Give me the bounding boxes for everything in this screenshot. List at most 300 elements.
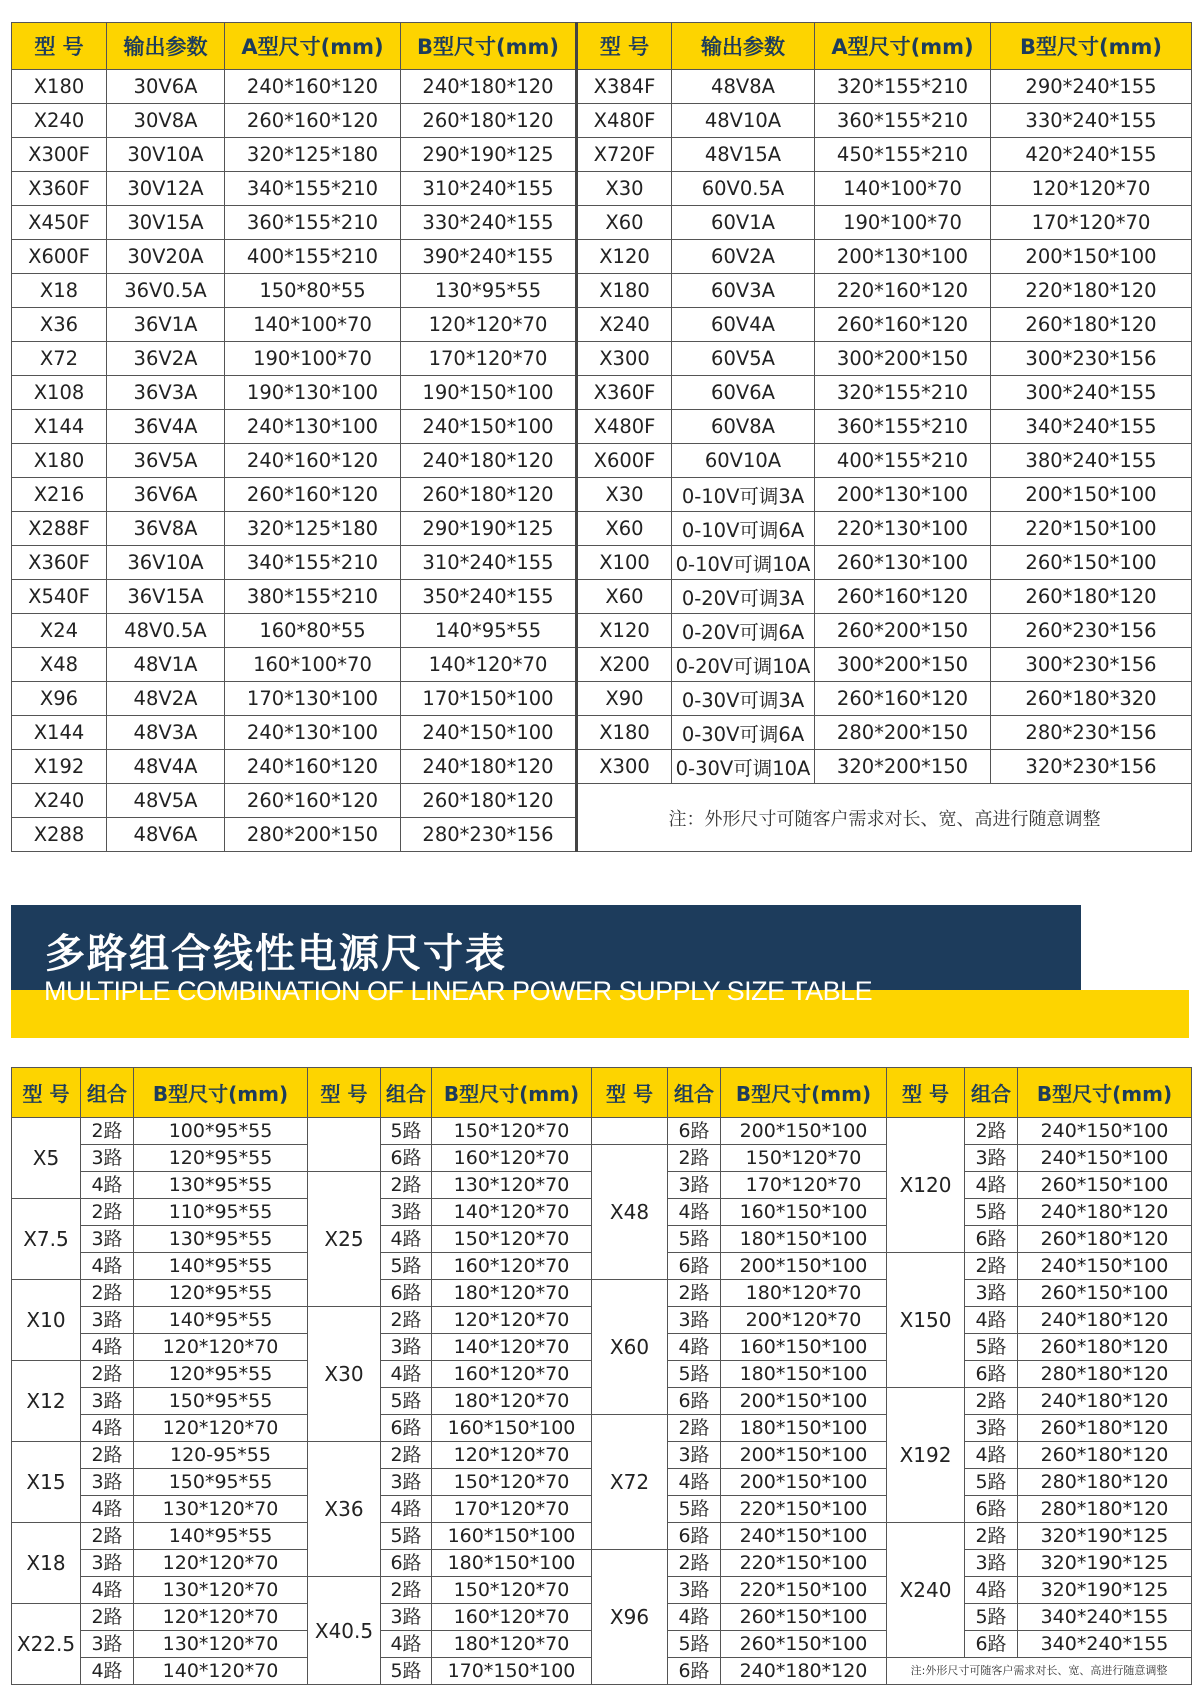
output-cell: 0-20V可调3A [672,580,815,614]
header-b-size: B型尺寸(mm) [134,1068,308,1118]
header-combination: 组合 [668,1068,721,1118]
table-row [12,716,1192,750]
b-size-cell: 170*120*70 [401,342,577,376]
a-size-cell: 320*125*180 [225,512,401,546]
model-cell: X288 [12,818,107,852]
combination-cell: 3路 [381,1334,432,1361]
b-size-cell: 120-95*55 [134,1442,308,1469]
model-cell: X300 [577,750,672,784]
model-cell: X18 [12,274,107,308]
b-size-cell: 340*240*155 [1018,1631,1192,1658]
a-size-cell: 260*160*120 [815,580,991,614]
combination-cell: 5路 [965,1334,1018,1361]
b-size-cell: 220*150*100 [721,1577,887,1604]
b-size-cell: 140*120*70 [401,648,577,682]
combination-cell: 3路 [81,1469,134,1496]
model-cell: X144 [12,410,107,444]
output-cell: 60V5A [672,342,815,376]
b-size-cell: 260*150*100 [1018,1172,1192,1199]
b-size-cell: 200*150*100 [721,1469,887,1496]
combination-cell: 2路 [81,1280,134,1307]
combination-cell: 3路 [668,1172,721,1199]
output-cell: 36V2A [107,342,225,376]
b-size-cell: 150*120*70 [432,1118,592,1145]
b-size-cell: 290*190*125 [401,138,577,172]
combination-cell: 4路 [81,1172,134,1199]
combination-cell: 3路 [81,1550,134,1577]
b-size-cell: 120*120*70 [432,1307,592,1334]
model-cell: X120 [577,614,672,648]
model-cell: X96 [592,1550,668,1685]
output-cell: 30V15A [107,206,225,240]
model-cell: X60 [577,512,672,546]
model-cell: X60 [577,580,672,614]
model-cell: X720F [577,138,672,172]
output-cell: 30V6A [107,70,225,104]
combination-cell: 4路 [381,1631,432,1658]
b-size-cell: 300*230*156 [991,342,1192,376]
b-size-cell: 200*120*70 [721,1307,887,1334]
b-size-cell: 240*150*100 [401,410,577,444]
a-size-cell: 260*200*150 [815,614,991,648]
header-b-size: B型尺寸(mm) [721,1068,887,1118]
a-size-cell: 260*160*120 [225,104,401,138]
b-size-cell: 110*95*55 [134,1199,308,1226]
b-size-cell: 180*150*100 [432,1550,592,1577]
a-size-cell: 240*130*100 [225,716,401,750]
b-size-cell: 220*180*120 [991,274,1192,308]
model-cell: X72 [12,342,107,376]
combination-cell: 2路 [81,1361,134,1388]
b-size-cell: 170*120*70 [721,1172,887,1199]
b-size-cell: 240*150*100 [401,716,577,750]
b-size-cell: 340*240*155 [991,410,1192,444]
b-size-cell: 160*150*100 [721,1199,887,1226]
b-size-cell: 140*120*70 [432,1334,592,1361]
output-cell: 0-10V可调3A [672,478,815,512]
combination-cell: 2路 [965,1118,1018,1145]
b-size-cell: 290*240*155 [991,70,1192,104]
output-cell: 36V8A [107,512,225,546]
b-size-cell: 260*180*120 [1018,1415,1192,1442]
output-cell: 48V3A [107,716,225,750]
output-cell: 60V3A [672,274,815,308]
model-cell: X60 [577,206,672,240]
b-size-cell: 120*120*70 [134,1334,308,1361]
a-size-cell: 360*155*210 [815,104,991,138]
combination-cell: 5路 [965,1199,1018,1226]
b-size-cell: 340*240*155 [1018,1604,1192,1631]
header-a-size: A型尺寸(mm) [815,23,991,70]
b-size-cell: 260*180*120 [401,478,577,512]
b-size-cell: 160*120*70 [432,1253,592,1280]
a-size-cell: 400*155*210 [815,444,991,478]
b-size-cell: 150*95*55 [134,1388,308,1415]
b-size-cell: 190*150*100 [401,376,577,410]
table-row [12,444,1192,478]
table-row [12,172,1192,206]
table-row [12,308,1192,342]
table-row [12,784,1192,818]
a-size-cell: 240*160*120 [225,70,401,104]
combination-cell: 6路 [668,1388,721,1415]
b-size-cell: 120*120*70 [401,308,577,342]
table-header-row [12,1068,1192,1118]
b-size-cell: 260*180*320 [991,682,1192,716]
combination-cell: 4路 [381,1496,432,1523]
output-cell: 48V4A [107,750,225,784]
b-size-cell: 260*150*100 [721,1604,887,1631]
combination-cell: 4路 [81,1658,134,1685]
table-row [12,342,1192,376]
b-size-cell: 100*95*55 [134,1118,308,1145]
combination-cell: 2路 [381,1307,432,1334]
a-size-cell: 320*125*180 [225,138,401,172]
output-cell: 48V10A [672,104,815,138]
combination-cell: 3路 [965,1550,1018,1577]
b-size-cell: 280*180*120 [1018,1361,1192,1388]
model-cell: X144 [12,716,107,750]
a-size-cell: 360*155*210 [225,206,401,240]
header-a-size: A型尺寸(mm) [225,23,401,70]
output-cell: 48V8A [672,70,815,104]
combination-cell: 4路 [965,1307,1018,1334]
a-size-cell: 200*130*100 [815,240,991,274]
b-size-cell: 240*180*120 [401,70,577,104]
combination-cell: 3路 [668,1442,721,1469]
table-row [12,206,1192,240]
output-cell: 30V12A [107,172,225,206]
table-row [12,1280,1192,1307]
model-cell: X36 [308,1442,381,1577]
b-size-cell: 180*120*70 [432,1631,592,1658]
combination-cell: 6路 [381,1145,432,1172]
combination-cell: 2路 [381,1577,432,1604]
table-row [12,648,1192,682]
b-size-cell: 300*240*155 [991,376,1192,410]
combination-cell: 2路 [81,1199,134,1226]
model-cell: X5 [12,1118,81,1199]
combination-cell: 4路 [381,1361,432,1388]
a-size-cell: 260*160*120 [225,784,401,818]
combination-cell: 3路 [668,1577,721,1604]
b-size-cell: 130*120*70 [134,1496,308,1523]
model-cell: X7.5 [12,1199,81,1280]
combination-cell: 2路 [668,1415,721,1442]
b-size-cell: 150*120*70 [432,1226,592,1253]
table-row [12,580,1192,614]
b-size-cell: 260*180*120 [1018,1334,1192,1361]
output-cell: 60V6A [672,376,815,410]
combination-cell: 3路 [81,1388,134,1415]
combination-cell: 2路 [81,1523,134,1550]
combination-cell: 3路 [965,1145,1018,1172]
combination-cell: 6路 [668,1523,721,1550]
combination-cell: 4路 [965,1442,1018,1469]
b-size-cell: 320*230*156 [991,750,1192,784]
b-size-cell: 120*95*55 [134,1280,308,1307]
a-size-cell: 220*160*120 [815,274,991,308]
b-size-cell: 320*190*125 [1018,1577,1192,1604]
b-size-cell: 220*150*100 [991,512,1192,546]
combination-cell: 6路 [668,1118,721,1145]
table-row [12,70,1192,104]
b-size-cell: 120*120*70 [134,1550,308,1577]
b-size-cell: 380*240*155 [991,444,1192,478]
output-cell: 60V10A [672,444,815,478]
b-size-cell: 140*120*70 [134,1658,308,1685]
table-row [12,138,1192,172]
b-size-cell: 330*240*155 [991,104,1192,138]
b-size-cell: 140*95*55 [134,1523,308,1550]
a-size-cell: 400*155*210 [225,240,401,274]
combination-cell: 4路 [381,1226,432,1253]
b-size-cell: 350*240*155 [401,580,577,614]
a-size-cell: 170*130*100 [225,682,401,716]
model-cell: X30 [308,1307,381,1442]
combination-cell: 4路 [81,1415,134,1442]
table-row [12,104,1192,138]
model-cell: X100 [577,546,672,580]
b-size-cell: 280*180*120 [1018,1496,1192,1523]
model-cell: X25 [308,1172,381,1307]
output-cell: 36V5A [107,444,225,478]
output-cell: 0-30V可调6A [672,716,815,750]
model-cell: X150 [887,1253,965,1388]
b-size-cell: 280*230*156 [401,818,577,852]
b-size-cell: 130*120*70 [432,1172,592,1199]
output-cell: 48V6A [107,818,225,852]
output-cell: 36V4A [107,410,225,444]
b-size-cell: 390*240*155 [401,240,577,274]
combination-cell: 3路 [81,1226,134,1253]
combination-cell: 5路 [668,1631,721,1658]
model-cell: X72 [592,1415,668,1550]
a-size-cell: 260*160*120 [225,478,401,512]
b-size-cell: 200*150*100 [991,240,1192,274]
b-size-cell: 170*120*70 [991,206,1192,240]
a-size-cell: 450*155*210 [815,138,991,172]
output-cell: 0-20V可调10A [672,648,815,682]
combination-cell: 6路 [965,1226,1018,1253]
model-cell: X360F [12,172,107,206]
output-cell: 36V1A [107,308,225,342]
a-size-cell: 220*130*100 [815,512,991,546]
output-cell: 36V6A [107,478,225,512]
combination-cell: 5路 [668,1226,721,1253]
output-cell: 30V20A [107,240,225,274]
b-size-cell: 120*120*70 [991,172,1192,206]
combination-cell: 2路 [965,1388,1018,1415]
header-b-size: B型尺寸(mm) [991,23,1192,70]
output-cell: 60V0.5A [672,172,815,206]
combination-cell: 6路 [381,1415,432,1442]
b-size-cell: 280*230*156 [991,716,1192,750]
combination-cell: 4路 [668,1334,721,1361]
model-cell: X240 [12,104,107,138]
b-size-cell: 260*180*120 [1018,1226,1192,1253]
a-size-cell: 300*200*150 [815,342,991,376]
b-size-cell: 200*150*100 [721,1388,887,1415]
b-size-cell: 280*180*120 [1018,1469,1192,1496]
table-row [12,614,1192,648]
model-cell: X12 [12,1361,81,1442]
output-cell: 36V15A [107,580,225,614]
b-size-cell: 260*150*100 [991,546,1192,580]
table-row [12,512,1192,546]
model-cell: X48 [592,1145,668,1280]
table-header-row [12,23,1192,70]
model-cell: X22.5 [12,1604,81,1685]
combination-cell: 2路 [81,1118,134,1145]
b-size-cell: 290*190*125 [401,512,577,546]
model-cell [308,1118,381,1172]
header-output: 输出参数 [107,23,225,70]
a-size-cell: 150*80*55 [225,274,401,308]
b-size-cell: 240*150*100 [721,1523,887,1550]
a-size-cell: 260*130*100 [815,546,991,580]
a-size-cell: 380*155*210 [225,580,401,614]
b-size-cell: 240*150*100 [1018,1145,1192,1172]
combination-cell: 3路 [381,1199,432,1226]
combination-cell: 4路 [965,1577,1018,1604]
combination-cell: 6路 [668,1253,721,1280]
model-cell: X600F [577,444,672,478]
table-row [12,478,1192,512]
combination-cell: 6路 [965,1631,1018,1658]
b-size-cell: 170*120*70 [432,1496,592,1523]
b-size-cell: 200*150*100 [991,478,1192,512]
header-combination: 组合 [965,1068,1018,1118]
combination-cell: 4路 [81,1334,134,1361]
a-size-cell: 280*200*150 [225,818,401,852]
b-size-cell: 200*150*100 [721,1442,887,1469]
b-size-cell: 130*120*70 [134,1631,308,1658]
header-b-size: B型尺寸(mm) [1018,1068,1192,1118]
b-size-cell: 160*120*70 [432,1361,592,1388]
output-cell: 0-30V可调3A [672,682,815,716]
combination-cell: 3路 [965,1415,1018,1442]
b-size-cell: 310*240*155 [401,172,577,206]
a-size-cell: 300*200*150 [815,648,991,682]
b-size-cell: 260*150*100 [721,1631,887,1658]
combination-cell: 5路 [381,1523,432,1550]
a-size-cell: 260*160*120 [815,682,991,716]
b-size-cell: 140*95*55 [134,1253,308,1280]
output-cell: 60V4A [672,308,815,342]
b-size-cell: 130*120*70 [134,1577,308,1604]
header-model: 型 号 [577,23,672,70]
multi-output-size-table [11,1067,1192,1685]
model-cell: X540F [12,580,107,614]
combination-cell: 4路 [81,1253,134,1280]
b-size-cell: 180*150*100 [721,1361,887,1388]
combination-cell: 4路 [81,1496,134,1523]
model-cell: X180 [12,444,107,478]
b-size-cell: 160*150*100 [721,1334,887,1361]
b-size-cell: 240*150*100 [1018,1118,1192,1145]
combination-cell: 3路 [81,1631,134,1658]
a-size-cell: 140*100*70 [815,172,991,206]
table-row [12,750,1192,784]
section-title-cn: 多路组合线性电源尺寸表 [45,931,507,977]
b-size-cell: 120*95*55 [134,1145,308,1172]
b-size-cell: 120*95*55 [134,1361,308,1388]
b-size-cell: 200*150*100 [721,1253,887,1280]
model-cell: X240 [12,784,107,818]
combination-cell: 4路 [965,1172,1018,1199]
table-row [12,682,1192,716]
b-size-cell: 240*180*120 [401,750,577,784]
b-size-cell: 140*120*70 [432,1199,592,1226]
combination-cell: 3路 [965,1280,1018,1307]
a-size-cell: 320*155*210 [815,376,991,410]
header-model: 型 号 [12,23,107,70]
a-size-cell: 190*100*70 [225,342,401,376]
output-cell: 48V0.5A [107,614,225,648]
b-size-cell: 150*120*70 [721,1145,887,1172]
combination-cell: 5路 [965,1469,1018,1496]
model-cell: X300 [577,342,672,376]
combination-cell: 2路 [81,1442,134,1469]
output-cell: 60V2A [672,240,815,274]
a-size-cell: 280*200*150 [815,716,991,750]
b-size-cell: 120*120*70 [134,1604,308,1631]
model-cell: X200 [577,648,672,682]
b-size-cell: 150*120*70 [432,1577,592,1604]
a-size-cell: 240*160*120 [225,444,401,478]
header-model: 型 号 [592,1068,668,1118]
table-row [12,376,1192,410]
b-size-cell: 150*120*70 [432,1469,592,1496]
combination-cell: 3路 [81,1145,134,1172]
output-cell: 36V10A [107,546,225,580]
model-cell: X120 [577,240,672,274]
b-size-cell: 140*95*55 [134,1307,308,1334]
model-cell: X384F [577,70,672,104]
b-size-cell: 240*180*120 [1018,1307,1192,1334]
model-cell: X480F [577,410,672,444]
a-size-cell: 360*155*210 [815,410,991,444]
table-row [12,546,1192,580]
a-size-cell: 160*100*70 [225,648,401,682]
table-row [12,1415,1192,1442]
table-row [12,1118,1192,1145]
output-cell: 36V3A [107,376,225,410]
model-cell: X240 [577,308,672,342]
combination-cell: 5路 [668,1361,721,1388]
header-combination: 组合 [381,1068,432,1118]
model-cell: X90 [577,682,672,716]
combination-cell: 5路 [381,1388,432,1415]
output-cell: 0-20V可调6A [672,614,815,648]
combination-cell: 5路 [965,1604,1018,1631]
combination-cell: 3路 [381,1604,432,1631]
b-size-cell: 260*180*120 [401,784,577,818]
combination-cell: 2路 [965,1253,1018,1280]
b-size-cell: 180*120*70 [432,1388,592,1415]
b-size-cell: 170*150*100 [401,682,577,716]
b-size-cell: 170*150*100 [432,1658,592,1685]
b-size-cell: 130*95*55 [134,1172,308,1199]
a-size-cell: 340*155*210 [225,546,401,580]
b-size-cell: 240*180*120 [721,1658,887,1685]
b-size-cell: 240*150*100 [1018,1253,1192,1280]
model-cell: X216 [12,478,107,512]
b-size-cell: 320*190*125 [1018,1523,1192,1550]
b-size-cell: 260*230*156 [991,614,1192,648]
combination-cell: 2路 [81,1604,134,1631]
